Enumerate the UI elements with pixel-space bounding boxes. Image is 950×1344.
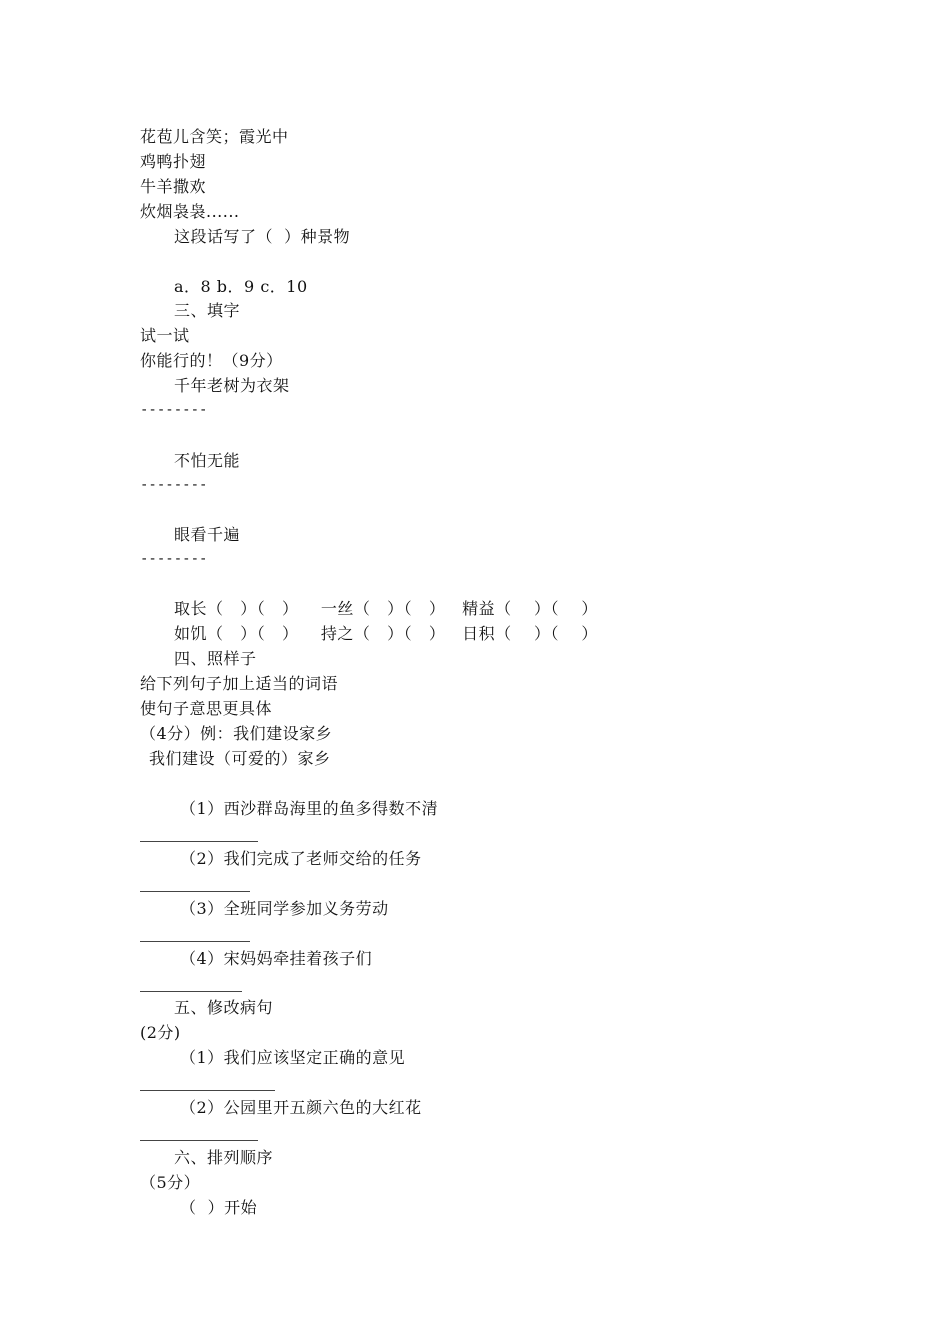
section-5-question-2: （2）公园里开五颜六色的大红花 <box>180 1098 422 1117</box>
section-4-title: 四、照样子 <box>174 649 257 668</box>
answer-line-4-1 <box>140 841 258 842</box>
proverb-phrase-2: 不怕无能 <box>174 451 241 470</box>
question-scene-count: 这段话写了（ ）种景物 <box>174 227 351 246</box>
section-5-question-1: （1）我们应该坚定正确的意见 <box>180 1048 406 1067</box>
poem-line-1: 花苞儿含笑；霞光中 <box>140 127 289 146</box>
section-4-example-answer: 我们建设（可爱的）家乡 <box>149 749 331 768</box>
section-4-instruction-2: 使句子意思更具体 <box>140 699 273 718</box>
section-3-title: 三、填字 <box>174 301 241 320</box>
answer-blank-dashes-2: -------- <box>140 477 208 493</box>
answer-options: a．8 b．9 c．10 <box>174 277 308 296</box>
idiom-fill-row-1: 取长（ ）（ ） 一丝（ ）（ ） 精益（ ）（ ） <box>174 599 598 618</box>
section-5-title: 五、修改病句 <box>174 998 274 1017</box>
section-3-try: 试一试 <box>140 326 190 345</box>
answer-line-5-2 <box>140 1140 258 1141</box>
answer-blank-dashes-3: -------- <box>140 551 208 567</box>
answer-line-4-4 <box>140 991 242 992</box>
answer-blank-dashes-1: -------- <box>140 402 208 418</box>
poem-line-2: 鸡鸭扑翅 <box>140 152 207 171</box>
section-4-question-3: （3）全班同学参加义务劳动 <box>180 899 389 918</box>
proverb-phrase-1: 千年老树为衣架 <box>174 376 290 395</box>
section-6-points: （5分） <box>140 1173 201 1192</box>
poem-line-4: 炊烟袅袅...... <box>140 202 240 221</box>
section-6-question-1: （ ）开始 <box>180 1198 258 1217</box>
section-5-points: (2分) <box>140 1023 181 1042</box>
answer-line-4-3 <box>140 941 250 942</box>
section-4-question-4: （4）宋妈妈牵挂着孩子们 <box>180 949 373 968</box>
proverb-phrase-3: 眼看千遍 <box>174 525 241 544</box>
section-4-question-1: （1）西沙群岛海里的鱼多得数不清 <box>180 799 439 818</box>
section-4-instruction-1: 给下列句子加上适当的词语 <box>140 674 339 693</box>
poem-line-3: 牛羊撒欢 <box>140 177 207 196</box>
section-3-points: 你能行的！（9分） <box>140 351 283 370</box>
answer-line-5-1 <box>140 1090 275 1091</box>
section-6-title: 六、排列顺序 <box>174 1148 274 1167</box>
section-4-question-2: （2）我们完成了老师交给的任务 <box>180 849 422 868</box>
answer-line-4-2 <box>140 891 250 892</box>
section-4-example: （4分）例：我们建设家乡 <box>140 724 333 743</box>
idiom-fill-row-2: 如饥（ ）（ ） 持之（ ）（ ） 日积（ ）（ ） <box>174 624 598 643</box>
